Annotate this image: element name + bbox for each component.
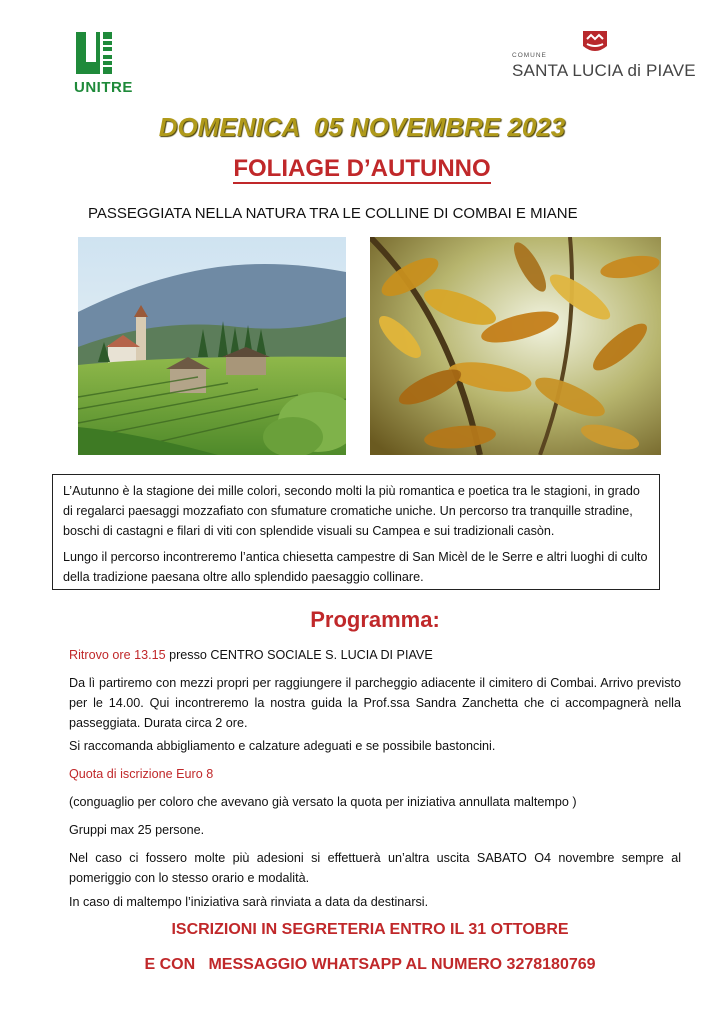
ritrovo-place: presso CENTRO SOCIALE S. LUCIA DI PIAVE (165, 648, 433, 662)
programma-details: Da lì partiremo con mezzi propri per raggiungere il parcheggio adiacente il cimitero di Combai. Arrivo previsto per le 14.00. Qui incontreremo la nostra guida la Prof.ssa Sandra Zanchetta che ci accompagnerà nella passeggiata. Durata circa 2 ore. (69, 676, 681, 730)
comune-logo (506, 28, 696, 84)
altra-uscita-note: Nel caso ci fossero molte più adesioni si effettuerà un’altra uscita SABATO O4 novembre sempre al pomeriggio con lo stesso orario e modalità. (69, 851, 681, 885)
comune-name: SANTA LUCIA di PIAVE (512, 61, 696, 80)
event-date: DOMENICA 05 NOVEMBRE 2023 (158, 112, 566, 142)
unitre-mark-icon (76, 32, 112, 74)
maltempo-note: In caso di maltempo l’iniziativa sarà rinviata a data da destinarsi. (69, 895, 429, 909)
description-box (52, 474, 660, 590)
comune-crest-icon (582, 30, 608, 54)
event-title (0, 155, 724, 183)
gruppi-note: Gruppi max 25 persone. (69, 823, 205, 837)
comune-label: COMUNE (512, 52, 547, 59)
equipment-note: Si raccomanda abbigliamento e calzature adeguati e se possibile bastoncini. (69, 739, 496, 753)
description-paragraph: L’Autunno è la stagione dei mille colori, secondo molti la più romantica e poetica tra le stagioni, in grado di regalarci paesaggi mozzafiato con sfumature cromatiche uniche. Un percorso tra tranquille stradine, boschi di castagni e filari di viti con splendide visuali su Campea e sui tradizionali casòn. (63, 484, 640, 538)
event-subtitle: PASSEGGIATA NELLA NATURA TRA LE COLLINE DI COMBAI E MIANE (88, 205, 578, 222)
programma-title: Programma: (310, 607, 440, 632)
event-title-text: FOLIAGE D’AUTUNNO (233, 155, 491, 182)
unitre-logo (74, 30, 142, 100)
unitre-wordmark: UNITRE (74, 79, 133, 96)
ritrovo-time: Ritrovo ore 13.15 (69, 648, 166, 662)
iscrizioni-line: ISCRIZIONI IN SEGRETERIA ENTRO IL 31 OTTOBRE (171, 921, 569, 938)
autumn-leaves-photo (370, 237, 661, 455)
conguaglio-note: (conguaglio per coloro che avevano già versato la quota per iniziativa annullata maltempo ) (69, 795, 577, 809)
ritrovo-line (69, 645, 681, 665)
quota-line: Quota di iscrizione Euro 8 (69, 767, 214, 781)
whatsapp-line: E CON MESSAGGIO WHATSAPP AL NUMERO 3278180769 (144, 956, 596, 973)
hills-church-photo (78, 237, 346, 455)
description-paragraph: Lungo il percorso incontreremo l’antica chiesetta campestre di San Micèl de le Serre e altri luoghi di culto della tradizione paesana oltre allo splendido paesaggio collinare. (63, 550, 648, 584)
